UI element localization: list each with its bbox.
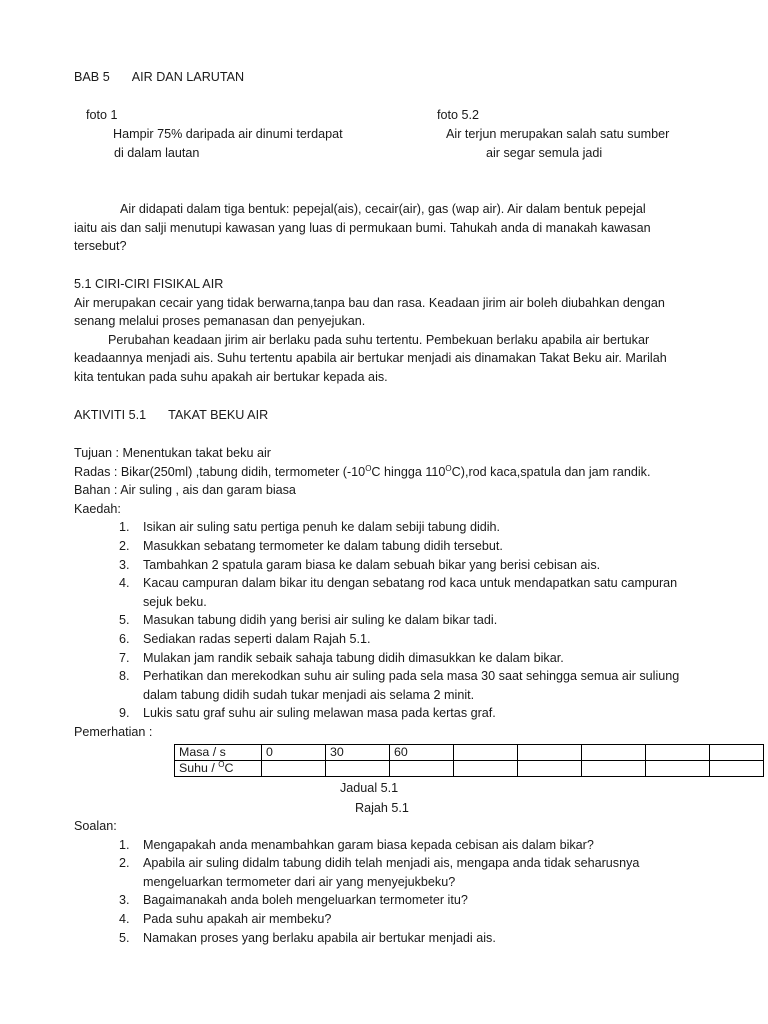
list-item: 4. Kacau campuran dalam bikar itu dengan sebatang rod kaca untuk mendapatkan satu campuran sejuk beku. <box>119 576 678 609</box>
section-para2-line: keadaannya menjadi ais. Suhu tertentu apabila air bertukar menjadi ais dinamakan Takat Beku air. Marilah <box>74 351 667 366</box>
intro-line: tersebut? <box>74 239 127 254</box>
photo-2-caption-line1: Air terjun merupakan salah satu sumber <box>446 127 670 141</box>
list-item: 5. Namakan proses yang berlaku apabila air bertukar menjadi ais. <box>119 930 496 945</box>
table-cell: 60 <box>390 745 454 761</box>
table-cell <box>454 745 518 761</box>
list-item: 1. Mengapakah anda menambahkan garam biasa kepada cebisan ais dalam bikar? <box>119 837 594 852</box>
section-para1-line: senang melalui proses pemanasan dan penyejukan. <box>74 314 366 329</box>
table-cell <box>582 761 646 777</box>
list-item: 9. Lukis satu graf suhu air suling melawan masa pada kertas graf. <box>119 706 496 721</box>
list-item: 3. Bagaimanakah anda boleh mengeluarkan termometer itu? <box>119 893 468 908</box>
table-cell <box>518 745 582 761</box>
bahan-line: Bahan : Air suling , ais dan garam biasa <box>74 483 296 498</box>
degree-superscript: O <box>218 759 225 769</box>
degree-superscript: O <box>365 463 372 473</box>
section-5-1 <box>74 275 696 387</box>
section-para2-line: Perubahan keadaan jirim air berlaku pada suhu tertentu. Pembekuan berlaku apabila air bertukar <box>108 332 650 347</box>
list-item: 5. Masukan tabung didih yang berisi air suling ke dalam bikar tadi. <box>119 613 498 628</box>
list-item: 8. Perhatikan dan merekodkan suhu air suling pada sela masa 30 saat sehingga semua air suliung dalam tabung didih sudah tukar menjadi ais selama 2 minit. <box>119 669 680 702</box>
intro-paragraph <box>74 200 696 256</box>
table-cell <box>646 745 710 761</box>
table-row <box>175 745 764 761</box>
kaedah-steps <box>74 518 696 723</box>
table-cell: Masa / s <box>175 745 262 761</box>
table-cell: 30 <box>326 745 390 761</box>
table-cell <box>710 761 764 777</box>
table-cell <box>646 761 710 777</box>
photo-1-caption-line1: Hampir 75% daripada air dinumi terdapat <box>113 127 343 141</box>
table-cell <box>710 745 764 761</box>
chapter-heading <box>74 68 244 87</box>
table-cell <box>262 761 326 777</box>
table-row <box>175 761 764 777</box>
section-heading: 5.1 CIRI-CIRI FISIKAL AIR <box>74 277 224 291</box>
table-cell <box>582 745 646 761</box>
chapter-number: BAB 5 <box>74 70 110 84</box>
list-item: 4. Pada suhu apakah air membeku? <box>119 911 332 926</box>
list-item: 3. Tambahkan 2 spatula garam biasa ke dalam sebuah bikar yang berisi cebisan ais. <box>119 557 601 572</box>
table-cell: Suhu / $^O$C <box>175 761 262 777</box>
intro-line: iaitu ais dan salji menutupi kawasan yang luas di permukaan bumi. Tahukah anda di manakah kawasan <box>74 220 651 235</box>
activity-title: TAKAT BEKU AIR <box>168 408 269 422</box>
figure-caption: Rajah 5.1 <box>355 801 409 815</box>
kaedah-label: Kaedah: <box>74 501 121 516</box>
photo-2-label: foto 5.2 <box>437 108 480 122</box>
questions-section <box>74 817 696 947</box>
list-item: 2. Apabila air suling didalm tabung didih telah menjadi ais, mengapa anda tidak seharusnya mengeluarkan termometer dari air yang menyejukbeku? <box>119 856 640 889</box>
intro-line: Air didapati dalam tiga bentuk: pepejal(ais), cecair(air), gas (wap air). Air dalam bentuk pepejal <box>120 202 646 216</box>
activity-number: AKTIVITI 5.1 <box>74 408 147 422</box>
list-item: 6. Sediakan radas seperti dalam Rajah 5.1. <box>119 631 371 646</box>
section-para1-line: Air merupakan cecair yang tidak berwarna,tanpa bau dan rasa. Keadaan jirim air boleh diubahkan dengan <box>74 295 665 310</box>
section-para2-line: kita tentukan pada suhu apakah air bertukar kepada ais. <box>74 369 388 384</box>
pemerhatian-label: Pemerhatian : <box>74 724 153 739</box>
soalan-label: Soalan: <box>74 819 117 833</box>
degree-superscript: O <box>445 463 452 473</box>
table-cell: 0 <box>262 745 326 761</box>
observation-table <box>174 744 764 777</box>
table-caption: Jadual 5.1 <box>340 781 399 795</box>
activity-details <box>74 444 696 742</box>
table-cell <box>454 761 518 777</box>
questions-list <box>74 836 696 948</box>
list-item: 2. Masukkan sebatang termometer ke dalam tabung didih tersebut. <box>119 538 503 553</box>
chapter-title: AIR DAN LARUTAN <box>131 70 245 84</box>
photo-1-label: foto 1 <box>86 108 118 122</box>
table-cell <box>518 761 582 777</box>
photo-2-caption-line2: air segar semula jadi <box>486 146 603 160</box>
activity-heading <box>74 406 268 425</box>
list-item: 1. Isikan air suling satu pertiga penuh ke dalam sebiji tabung didih. <box>119 520 501 535</box>
table-cell <box>390 761 454 777</box>
radas-line: Radas : Bikar(250ml) ,tabung didih, termometer ($-10^OC$ hingga $110^OC),rod$ kaca,spatula dan jam randik. <box>74 463 651 479</box>
tujuan-line: Tujuan : Menentukan takat beku air <box>74 446 271 460</box>
photo-1-caption-line2: di dalam lautan <box>114 146 200 160</box>
list-item: 7. Mulakan jam randik sebaik sahaja tabung didih dimasukkan ke dalam bikar. <box>119 650 564 665</box>
table-cell <box>326 761 390 777</box>
